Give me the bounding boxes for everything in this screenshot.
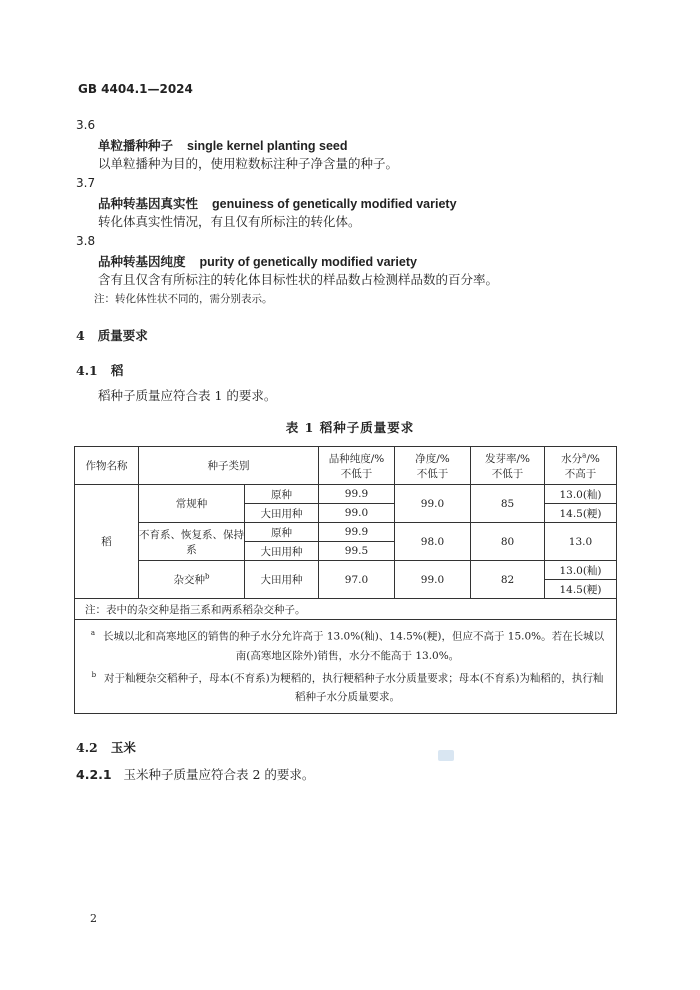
term-en: purity of genetically modified variety <box>199 255 417 269</box>
table-footnotes <box>75 620 617 714</box>
term-definition: 含有且仅含有所标注的转化体目标性状的样品数占检测样品数的百分率。 <box>98 272 499 287</box>
header-germination: 发芽率/% 不低于 <box>471 447 545 485</box>
section-heading <box>76 738 136 756</box>
section-body <box>76 765 314 783</box>
standard-header: GB 4404.1—2024 <box>78 82 193 96</box>
section-number: 4.2 <box>76 740 98 755</box>
section-text: 玉米种子质量应符合表 2 的要求。 <box>123 767 315 782</box>
purity-cell: 99.0 <box>319 504 395 523</box>
germination-cell: 80 <box>471 523 545 561</box>
grade-cell: 大田用种 <box>245 504 319 523</box>
purity-cell: 99.9 <box>319 485 395 504</box>
cleanness-cell: 99.0 <box>395 485 471 523</box>
section-heading <box>76 326 148 344</box>
footnote-a: $^a$ 长城以北和高寒地区的销售的种子水分允许高于 13.0%(籼)、14.5%(粳)，但应不高于 15.0%。若在长城以南(高寒地区除外)销售，水分不能高于 13.0%。 <box>90 629 605 662</box>
grade-cell: 大田用种 <box>245 561 319 599</box>
cleanness-cell: 99.0 <box>395 561 471 599</box>
moisture-cell: 13.0 <box>545 523 617 561</box>
grade-cell: 原种 <box>245 485 319 504</box>
header-purity: 品种纯度/% 不低于 <box>319 447 395 485</box>
seed-group-cell: 不育系、恢复系、保持系 <box>139 523 245 561</box>
term-definition: 以单粒播种为目的，使用粒数标注种子净含量的种子。 <box>98 156 399 171</box>
seed-group-cell: 常规种 <box>139 485 245 523</box>
section-title: 质量要求 <box>97 328 148 343</box>
term-zh: 品种转基因真实性 <box>98 196 199 211</box>
section-number: 4 <box>76 328 85 343</box>
purity-cell: 99.9 <box>319 523 395 542</box>
section-body: 稻种子质量应符合表 1 的要求。 <box>98 388 277 403</box>
purity-cell: 99.5 <box>319 542 395 561</box>
term-zh: 单粒播种种子 <box>98 138 174 153</box>
rice-seed-quality-table <box>74 446 617 714</box>
section-title: 稻 <box>110 363 124 378</box>
section-number: 4.1 <box>76 363 98 378</box>
term-en: genuiness of genetically modified variety <box>212 197 457 211</box>
germination-cell: 85 <box>471 485 545 523</box>
header-crop: 作物名称 <box>75 447 139 485</box>
moisture-cell: 14.5(粳) <box>545 504 617 523</box>
header-cleanness: 净度/% 不低于 <box>395 447 471 485</box>
term-title <box>98 136 347 154</box>
page-number: 2 <box>90 912 97 925</box>
term-note: 注：转化体性状不同的，需分别表示。 <box>94 293 273 305</box>
germination-cell: 82 <box>471 561 545 599</box>
grade-cell: 原种 <box>245 523 319 542</box>
seed-group-cell: 杂交种$^b$ <box>139 561 245 599</box>
purity-cell: 97.0 <box>319 561 395 599</box>
header-moisture: 水分$^a$/% 不高于 <box>545 447 617 485</box>
term-number: 3.6 <box>76 118 96 132</box>
term-definition: 转化体真实性情况，有且仅有所标注的转化体。 <box>98 214 361 229</box>
section-heading <box>76 361 123 379</box>
term-zh: 品种转基因纯度 <box>98 254 186 269</box>
term-number: 3.8 <box>76 234 96 248</box>
term-number: 3.7 <box>76 176 96 190</box>
table-caption: 表 1 稻种子质量要求 <box>285 420 415 435</box>
crop-name-cell: 稻 <box>75 485 139 599</box>
section-title: 玉米 <box>110 740 136 755</box>
header-seed-type: 种子类别 <box>139 447 319 485</box>
grade-cell: 大田用种 <box>245 542 319 561</box>
moisture-cell: 13.0(籼) <box>545 561 617 580</box>
term-title <box>98 252 417 270</box>
footnote-b: $^b$ 对于籼粳杂交稻种子，母本(不育系)为粳稻的，执行粳稻种子水分质量要求；母本(不育系)为籼稻的，执行籼稻种子水分质量要求。 <box>91 670 604 703</box>
table-note: 注：表中的杂交种是指三系和两系稻杂交种子。 <box>75 599 617 620</box>
term-en: single kernel planting seed <box>187 139 348 153</box>
moisture-cell: 14.5(粳) <box>545 580 617 599</box>
cleanness-cell: 98.0 <box>395 523 471 561</box>
term-title <box>98 194 457 212</box>
moisture-cell: 13.0(籼) <box>545 485 617 504</box>
watermark-logo <box>438 750 454 761</box>
section-number: 4.2.1 <box>76 767 112 782</box>
